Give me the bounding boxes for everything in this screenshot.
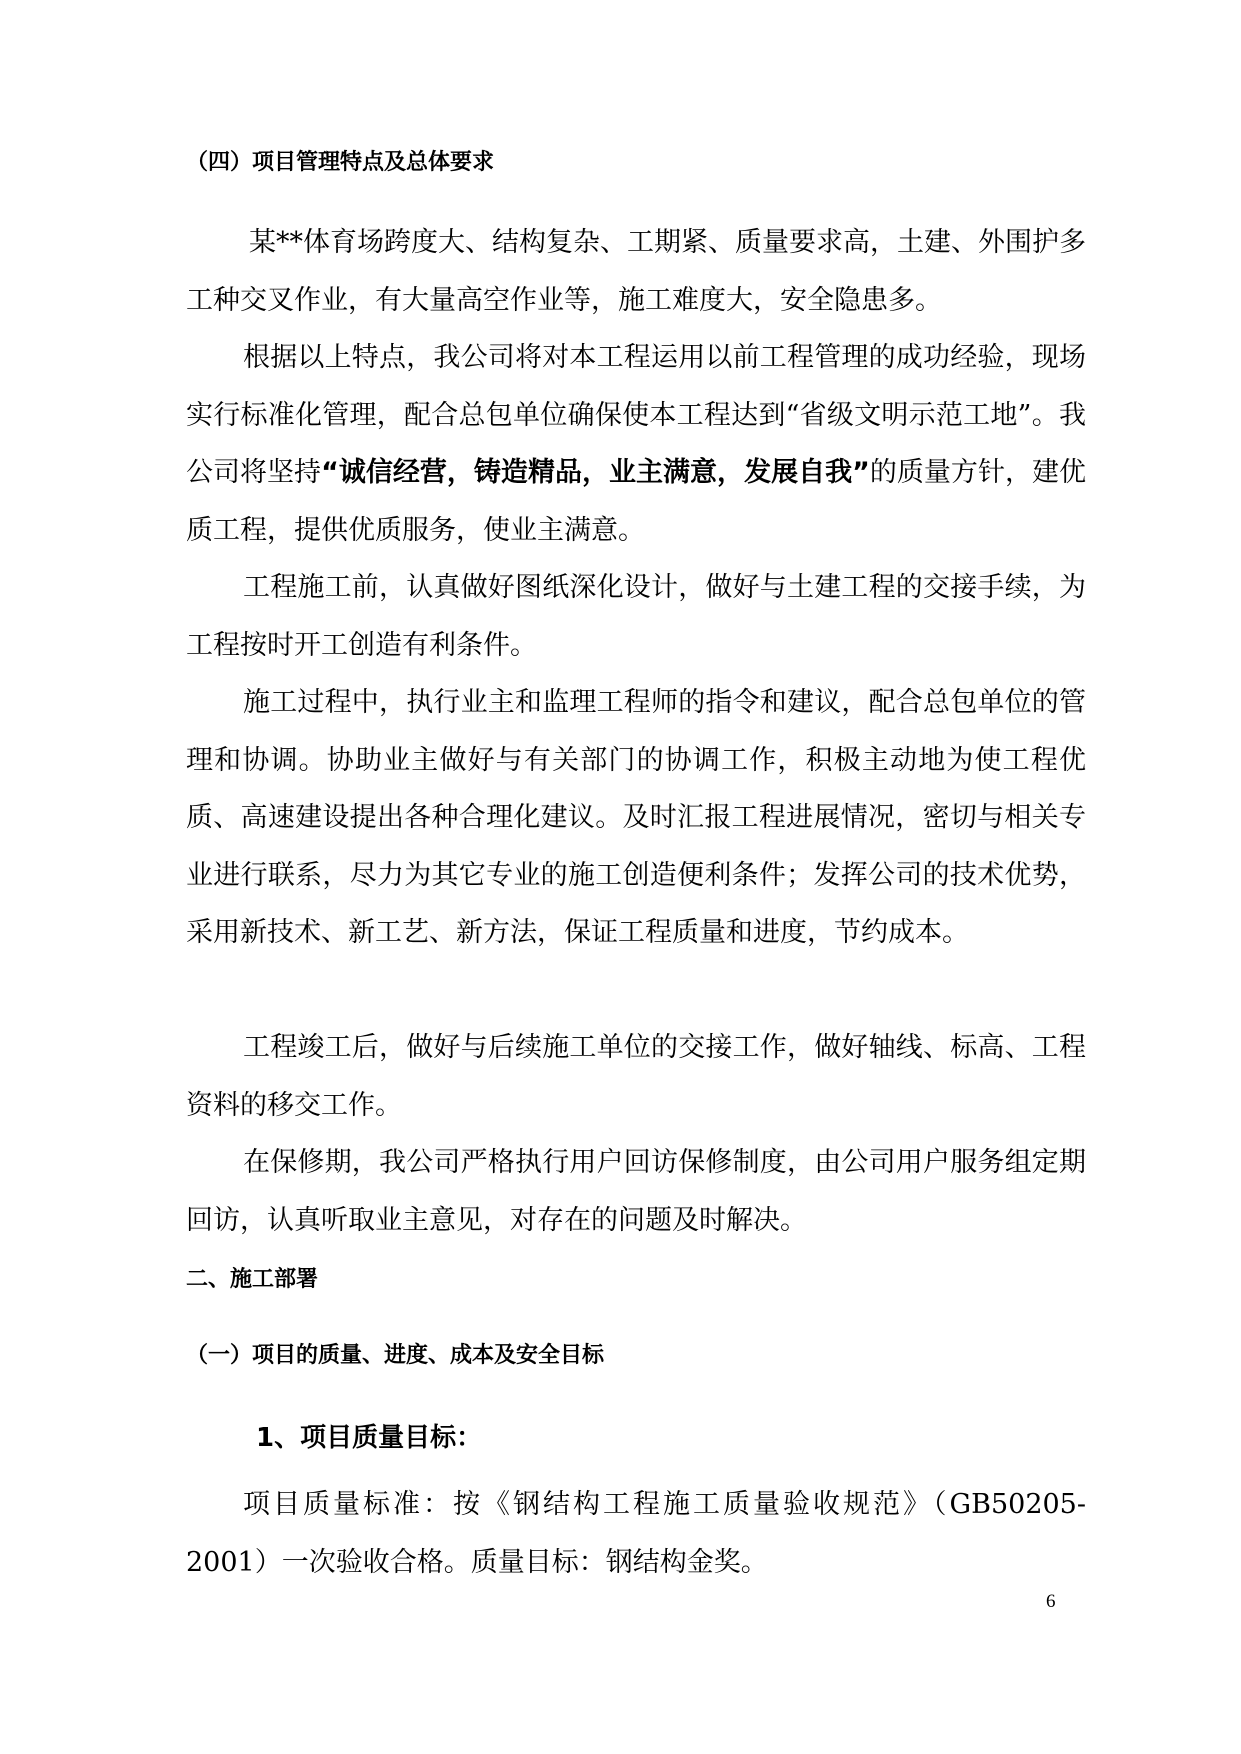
page-number: 6 xyxy=(1046,1591,1056,1612)
section-heading-project-targets: （一）项目的质量、进度、成本及安全目标 xyxy=(186,1343,605,1368)
paragraph-text: 根据以上特点，我公司将对本工程运用以前工程管理的成功经验，现场实行标准化管理，配合总包单位确保使本工程达到“省级文明示范工地”。我公司将坚持 xyxy=(186,342,1086,488)
section-heading-quality-target: 1、项目质量目标： xyxy=(256,1423,483,1453)
paragraph-text: 的质量方针，建优质工程，提供优质服务，使业主满意。 xyxy=(186,457,1086,546)
section-heading-project-management: （四）项目管理特点及总体要求 xyxy=(186,150,495,175)
paragraph-before-construction: 工程施工前，认真做好图纸深化设计，做好与土建工程的交接手续，为工程按时开工创造有利条件。 xyxy=(186,572,1086,661)
paragraph-quality-standard: 项目质量标准：按《钢结构工程施工质量验收规范》（GB50205-2001）一次验收合格。质量目标：钢结构金奖。 xyxy=(186,1489,1086,1578)
paragraph-project-features: 某**体育场跨度大、结构复杂、工期紧、质量要求高，土建、外围护多工种交叉作业，有大量高空作业等，施工难度大，安全隐患多。 xyxy=(186,227,1086,316)
paragraph-after-completion: 工程竣工后，做好与后续施工单位的交接工作，做好轴线、标高、工程资料的移交工作。 xyxy=(186,1032,1086,1121)
quality-policy-slogan: “诚信经营，铸造精品，业主满意，发展自我” xyxy=(321,457,870,488)
paragraph-warranty-period: 在保修期，我公司严格执行用户回访保修制度，由公司用户服务组定期回访，认真听取业主意见，对存在的问题及时解决。 xyxy=(186,1147,1086,1236)
paragraph-management-policy xyxy=(186,329,1086,559)
paragraph-during-construction: 施工过程中，执行业主和监理工程师的指令和建议，配合总包单位的管理和协调。协助业主做好与有关部门的协调工作，积极主动地为使工程优质、高速建设提出各种合理化建议。及时汇报工程进展情况，密切与相关专业进行联系，尽力为其它专业的施工创造便利条件；发挥公司的技术优势，采用新技术、新工艺、新方法，保证工程质量和进度，节约成本。 xyxy=(186,687,1086,948)
section-heading-construction-deployment: 二、施工部署 xyxy=(186,1267,319,1292)
